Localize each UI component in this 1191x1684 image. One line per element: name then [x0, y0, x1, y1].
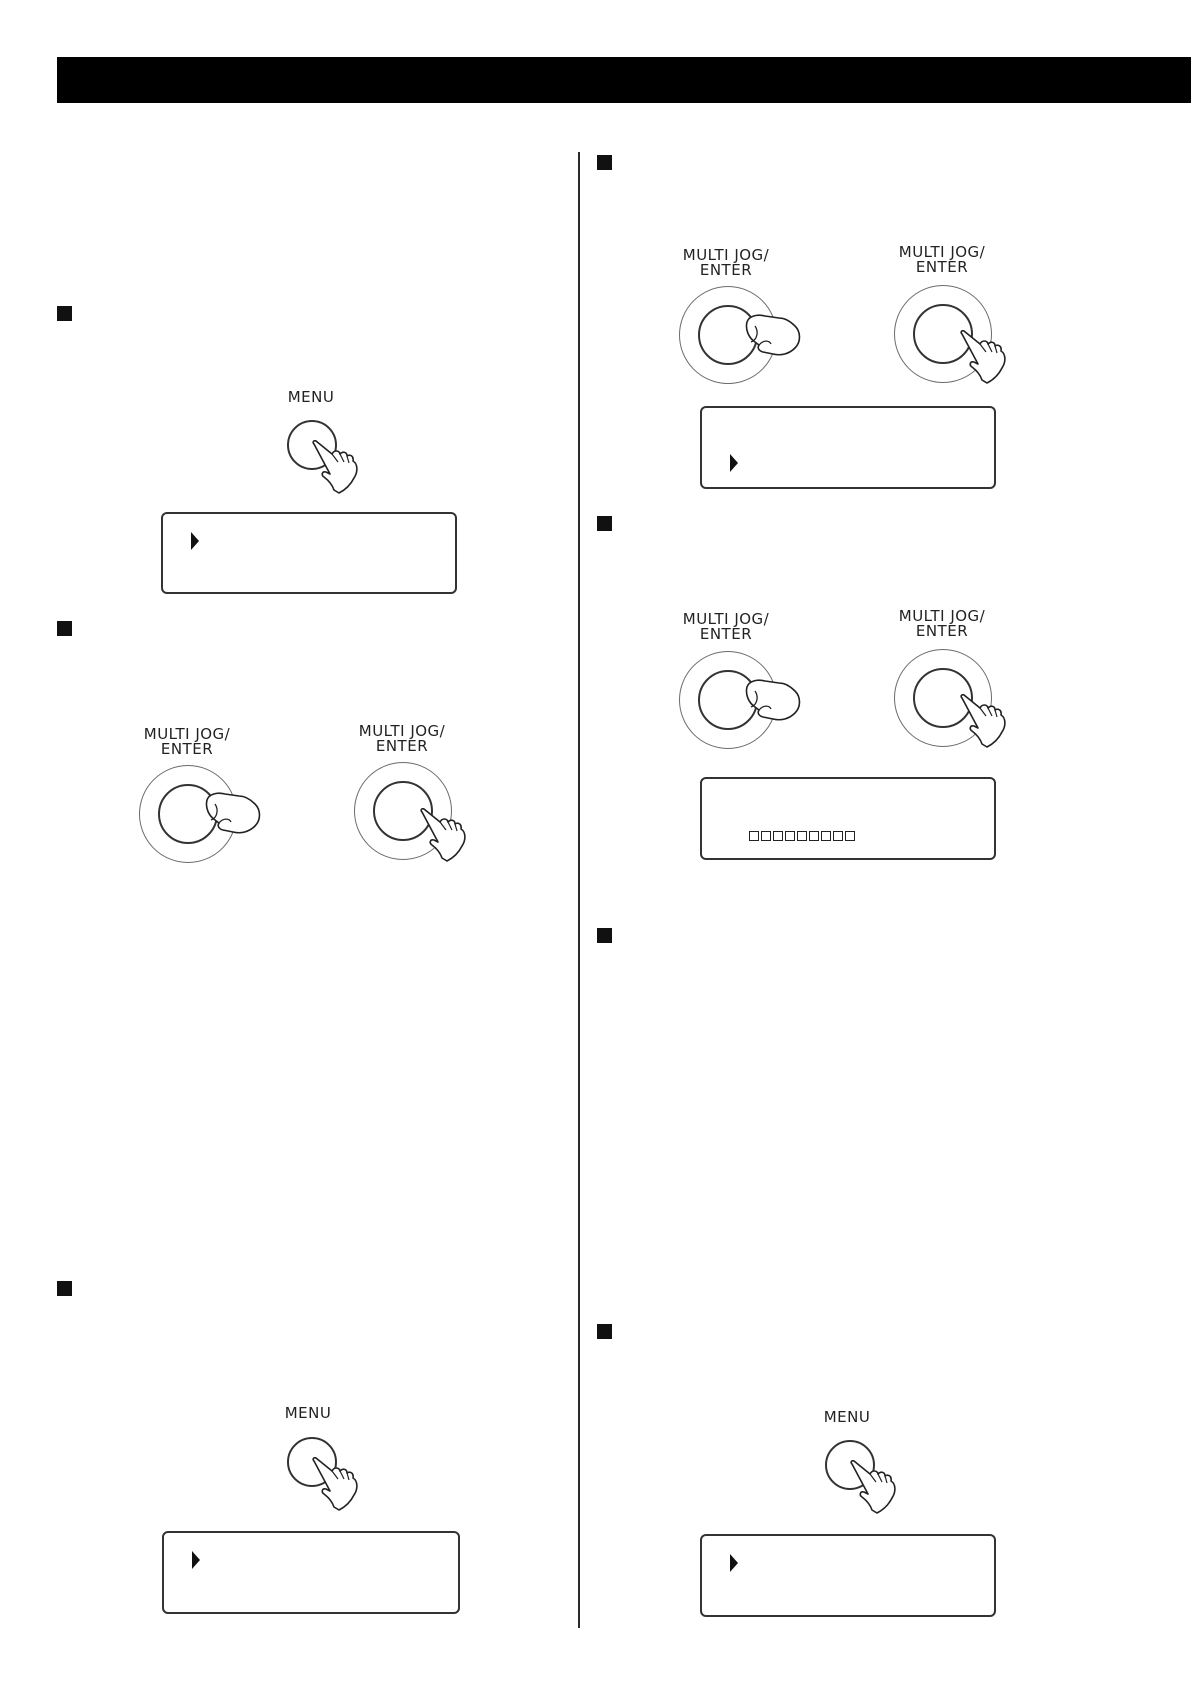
lcd-char-box	[821, 831, 831, 841]
header-bar	[57, 57, 1191, 103]
cursor-arrow	[192, 1551, 200, 1569]
hand-icon	[312, 1457, 372, 1517]
cursor-arrow	[191, 532, 199, 550]
jog-label: MULTI JOG/ ENTER	[898, 243, 986, 276]
hand-turn-icon	[745, 677, 803, 727]
step-bullet	[597, 155, 612, 170]
jog-label: MULTI JOG/ ENTER	[143, 725, 231, 758]
column-divider	[578, 152, 580, 1628]
step-bullet	[597, 1324, 612, 1339]
lcd-display	[700, 406, 996, 489]
lcd-display	[161, 512, 457, 594]
lcd-char-box	[773, 831, 783, 841]
lcd-display	[700, 1534, 996, 1617]
jog-label: MULTI JOG/ ENTER	[682, 246, 770, 279]
jog-label: MULTI JOG/ ENTER	[898, 607, 986, 640]
menu-label: MENU	[287, 388, 335, 406]
lcd-char-box	[749, 831, 759, 841]
hand-icon	[312, 440, 372, 500]
hand-icon	[960, 330, 1020, 390]
step-bullet	[597, 516, 612, 531]
lcd-char-box	[785, 831, 795, 841]
lcd-character-boxes	[749, 831, 855, 841]
menu-label: MENU	[284, 1404, 332, 1422]
lcd-char-box	[797, 831, 807, 841]
hand-icon	[420, 808, 480, 868]
step-bullet	[57, 621, 72, 636]
cursor-arrow	[730, 454, 738, 472]
lcd-char-box	[809, 831, 819, 841]
hand-icon	[960, 694, 1020, 754]
menu-label: MENU	[823, 1408, 871, 1426]
step-bullet	[597, 928, 612, 943]
lcd-char-box	[845, 831, 855, 841]
lcd-display	[162, 1531, 460, 1614]
step-bullet	[57, 306, 72, 321]
cursor-arrow	[730, 1554, 738, 1572]
lcd-char-box	[761, 831, 771, 841]
hand-icon	[850, 1460, 910, 1520]
hand-turn-icon	[745, 312, 803, 362]
jog-label: MULTI JOG/ ENTER	[682, 610, 770, 643]
lcd-char-box	[833, 831, 843, 841]
step-bullet	[57, 1281, 72, 1296]
lcd-display	[700, 777, 996, 860]
jog-label: MULTI JOG/ ENTER	[358, 722, 446, 755]
hand-turn-icon	[205, 790, 263, 840]
